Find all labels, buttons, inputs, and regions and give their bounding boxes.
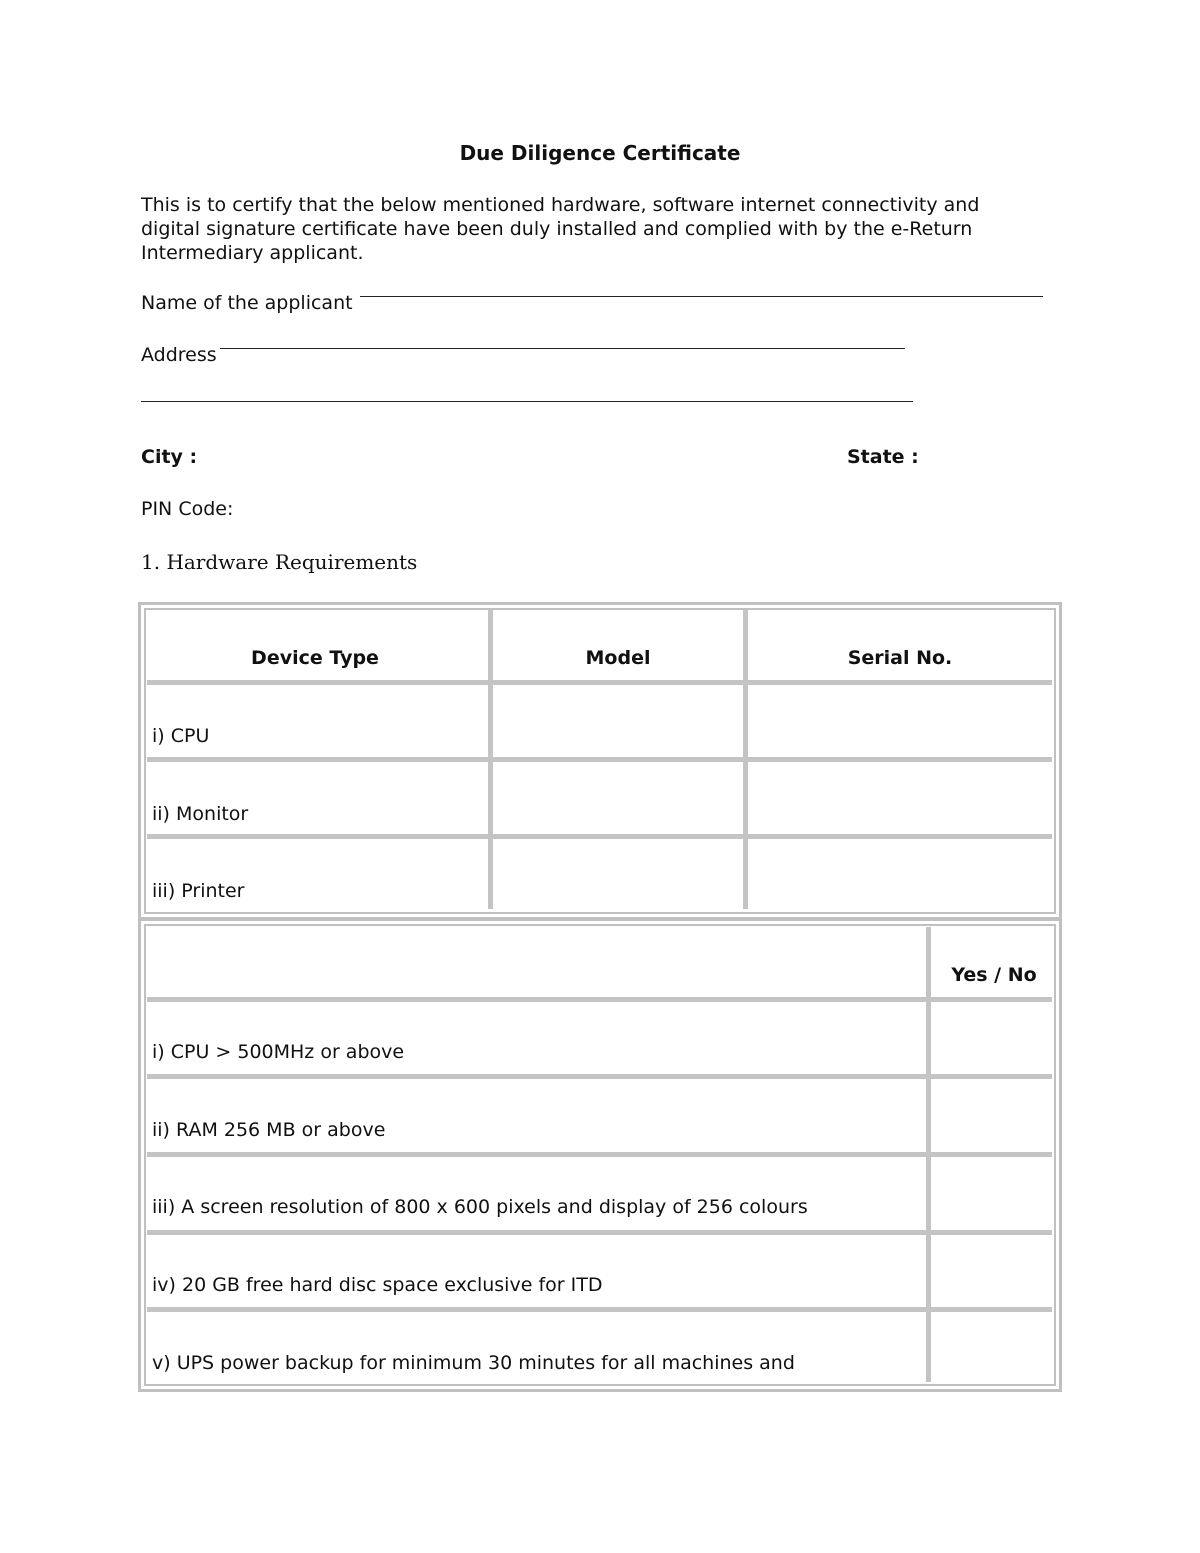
requirements-table-rule [147, 997, 1052, 1002]
requirements-table-rule [147, 1307, 1052, 1312]
city-label: City : [141, 446, 198, 468]
requirement-row: v) UPS power backup for minimum 30 minutes for all machines and [152, 1352, 795, 1374]
requirement-row: i) CPU > 500MHz or above [152, 1041, 405, 1063]
state-label: State : [847, 446, 919, 468]
applicant-name-label: Name of the applicant [141, 292, 353, 314]
requirements-table-rule [147, 1074, 1052, 1079]
address-label: Address [141, 344, 217, 366]
address-field-line-1[interactable] [220, 348, 905, 349]
device-row-printer: iii) Printer [152, 880, 245, 902]
requirements-table-rule [147, 1152, 1052, 1157]
requirements-table-rule [147, 1230, 1052, 1235]
header-model: Model [585, 647, 651, 669]
intro-paragraph: This is to certify that the below mentioned hardware, software internet connectivity and digital signature certificate have been duly installed and complied with by the e-Return Intermediary applicant. [141, 194, 980, 264]
page-title: Due Diligence Certificate [459, 141, 741, 165]
requirement-row: ii) RAM 256 MB or above [152, 1119, 386, 1141]
address-field-line-2[interactable] [141, 401, 913, 402]
requirement-row: iii) A screen resolution of 800 x 600 pixels and display of 256 colours [152, 1196, 808, 1218]
header-yes-no: Yes / No [951, 964, 1037, 986]
device-row-monitor: ii) Monitor [152, 803, 249, 825]
device-table-rule [147, 680, 1052, 685]
applicant-name-field-line[interactable] [360, 296, 1043, 297]
device-table-rule [147, 757, 1052, 762]
section-heading: 1. Hardware Requirements [141, 550, 418, 574]
pin-code-label: PIN Code: [141, 498, 234, 520]
header-device-type: Device Type [251, 647, 379, 669]
device-row-cpu: i) CPU [152, 725, 210, 747]
requirement-row: iv) 20 GB free hard disc space exclusive for ITD [152, 1274, 603, 1296]
device-table-rule [147, 834, 1052, 839]
header-serial-no: Serial No. [847, 647, 953, 669]
